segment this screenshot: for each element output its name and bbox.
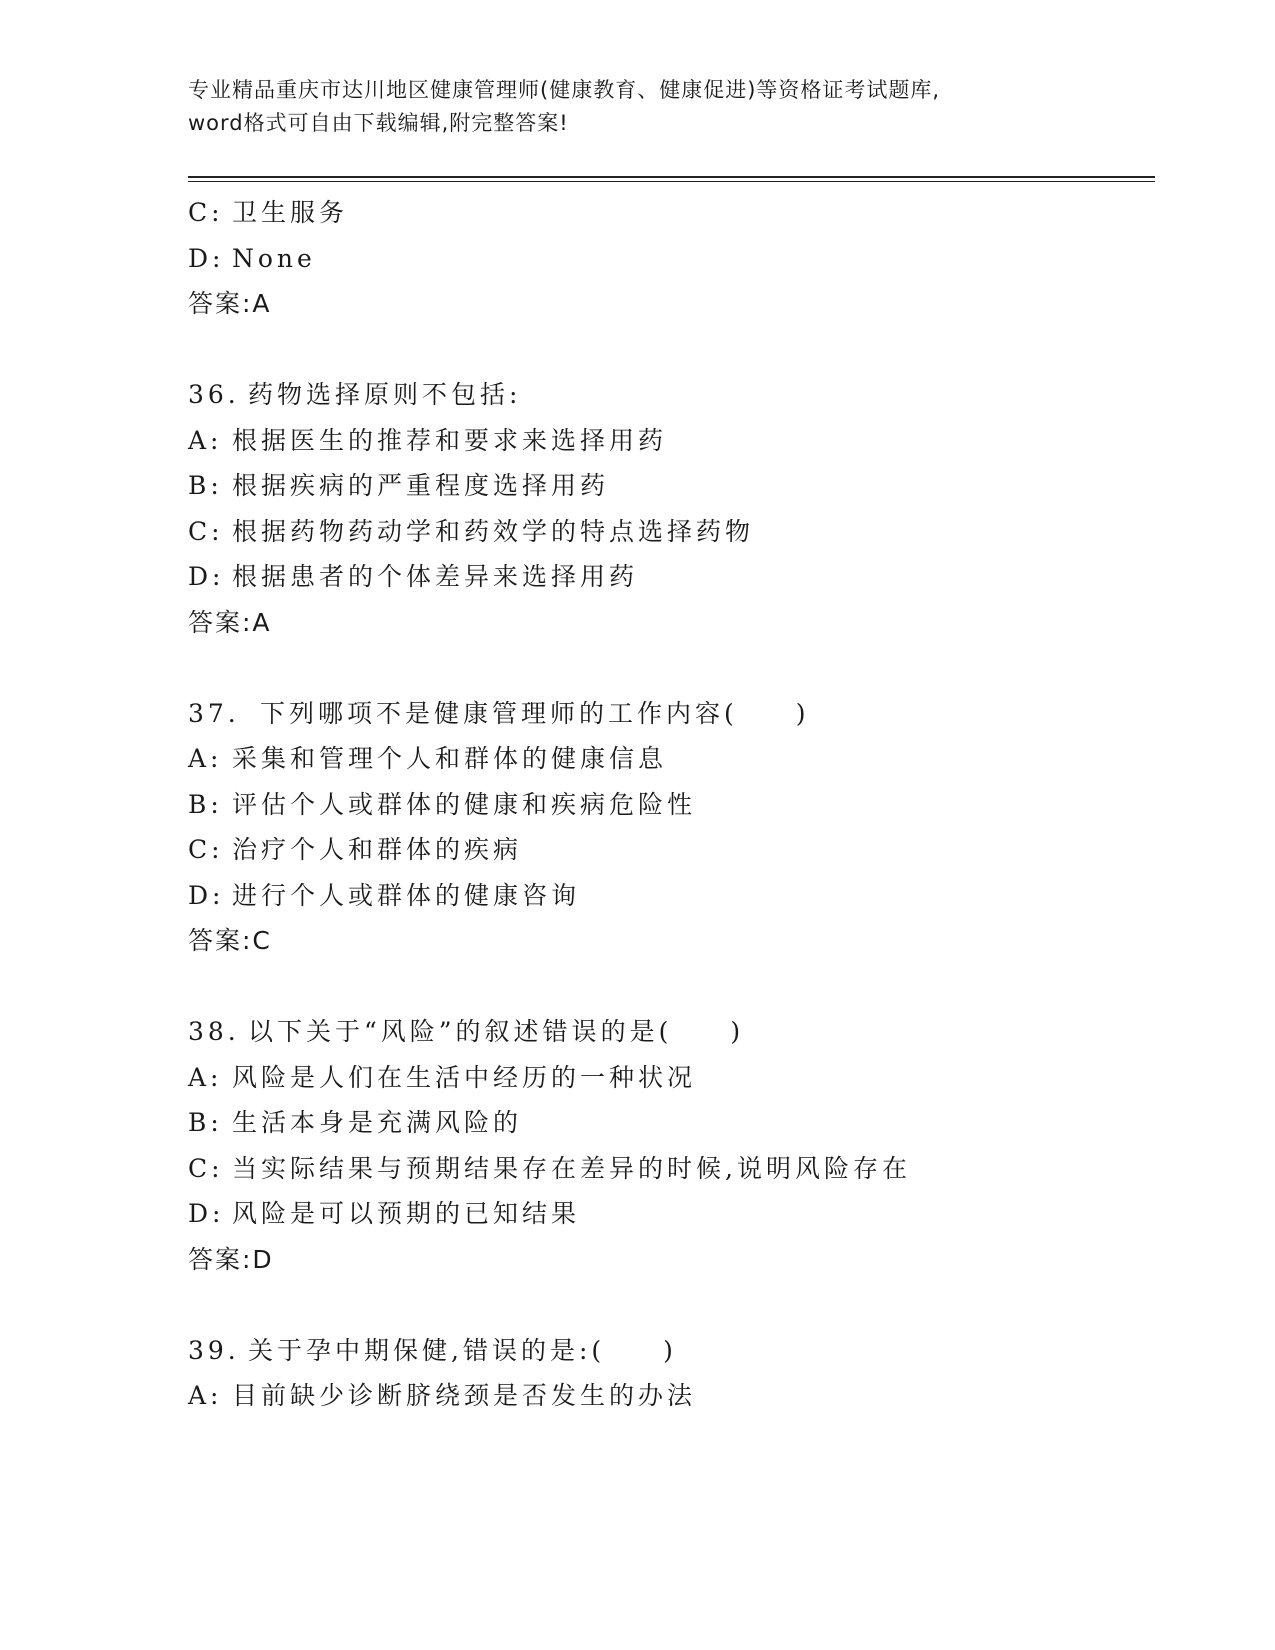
option-label: D: [188,562,225,591]
question-text: 以下关于“风险”的叙述错误的是( ) [248,1017,745,1046]
question-number: 37. [188,698,240,728]
option-label: D: [188,243,225,273]
option-a [188,1373,1168,1419]
option-label: B: [188,789,223,819]
option-text: 根据患者的个体差异来选择用药 [232,562,639,591]
option-a [188,736,1168,782]
document-header [188,74,1088,140]
option-text: None [232,243,316,273]
option-text: 生活本身是充满风险的 [232,1108,523,1137]
answer-line: 答案:C [188,926,272,955]
option-d [188,1191,1168,1237]
option-label: B: [188,1108,223,1137]
spacer [188,327,1168,373]
question-list [188,190,1168,1419]
header-rule-thin [188,181,1155,182]
option-b [188,782,1168,828]
option-label: C: [188,835,224,864]
option-text: 风险是可以预期的已知结果 [232,1199,581,1228]
header-rule-thick [188,176,1155,178]
option-label: A: [188,1062,223,1092]
option-d [188,873,1168,919]
option-label: A: [188,744,223,773]
option-label: B: [188,471,223,500]
answer-line: 答案:A [188,607,272,637]
option-text: 目前缺少诊断脐绕颈是否发生的办法 [232,1381,697,1410]
option-label: A: [188,1381,223,1410]
option-b [188,1100,1168,1146]
question-text: 下列哪项不是健康管理师的工作内容( ) [248,698,810,728]
header-line-1: 专业精品重庆市达川地区健康管理师(健康教育、健康促进)等资格证考试题库, [188,78,941,102]
option-label: C: [188,516,224,546]
option-text: 当实际结果与预期结果存在差异的时候,说明风险存在 [232,1153,911,1183]
answer-line: 答案:A [188,289,272,318]
option-a [188,418,1168,464]
question-title-39 [188,1328,1168,1374]
question-title-37 [188,691,1168,737]
answer-line: 答案:D [188,1244,274,1274]
question-title-36 [188,372,1168,418]
question-number: 38. [188,1017,240,1046]
option-d [188,236,1168,282]
option-text: 采集和管理个人和群体的健康信息 [232,744,668,773]
question-title-38 [188,1009,1168,1055]
option-text: 卫生服务 [232,198,349,227]
question-text: 药物选择原则不包括: [248,380,522,409]
option-text: 评估个人或群体的健康和疾病危险性 [232,789,697,819]
option-text: 根据医生的推荐和要求来选择用药 [232,425,668,455]
option-label: D: [188,1199,225,1228]
option-label: C: [188,198,224,227]
option-text: 治疗个人和群体的疾病 [232,835,523,864]
option-b [188,463,1168,509]
option-text: 根据药物药动学和药效学的特点选择药物 [232,516,755,546]
option-label: A: [188,425,223,455]
option-a [188,1055,1168,1101]
option-label: C: [188,1153,224,1183]
question-text: 关于孕中期保健,错误的是:( ) [248,1335,677,1365]
question-number: 39. [188,1335,240,1365]
spacer [188,645,1168,691]
option-d [188,554,1168,600]
option-c [188,509,1168,555]
spacer [188,964,1168,1010]
option-label: D: [188,880,225,910]
option-c [188,827,1168,873]
header-line-2: word格式可自由下载编辑,附完整答案! [188,111,569,135]
spacer [188,1282,1168,1328]
option-text: 根据疾病的严重程度选择用药 [232,471,610,500]
option-text: 风险是人们在生活中经历的一种状况 [232,1062,697,1092]
option-c [188,1146,1168,1192]
question-number: 36. [188,380,240,409]
option-c [188,190,1168,236]
option-text: 进行个人或群体的健康咨询 [232,880,581,910]
